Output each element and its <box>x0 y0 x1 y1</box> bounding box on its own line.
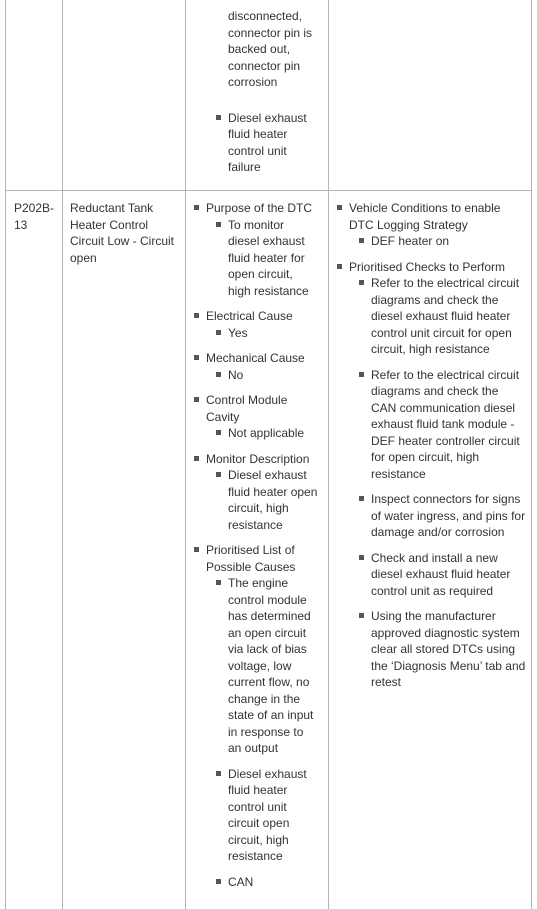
sub-list <box>349 233 527 250</box>
sub-list <box>206 467 318 533</box>
list-item <box>206 350 318 383</box>
sub-list-item-label: Check and install a new diesel exhaust fluid heater control unit as required <box>371 550 511 598</box>
bullet-icon <box>194 456 199 461</box>
sub-list-item-label: Using the manufacturer approved diagnostic system clear all stored DTCs using the ‘Diagnosis Menu’ tab and retest <box>371 609 526 689</box>
sub-list-item <box>228 8 318 91</box>
sub-list-item <box>228 217 318 300</box>
sub-list-item-label: CAN <box>228 874 254 889</box>
sub-list-item-label: DEF heater on <box>371 234 450 248</box>
table-border-col1 <box>62 0 63 909</box>
bullet-icon <box>359 613 364 618</box>
sub-list-item-label: Inspect connectors for signs of water ingress, and pins for damage and/or corrosion <box>371 492 526 539</box>
list-item <box>349 200 527 250</box>
sub-list-item <box>228 575 318 757</box>
prev-row-cell <box>206 8 318 195</box>
bullet-icon <box>194 547 199 552</box>
sub-list-item <box>228 766 318 865</box>
dtc-actions-cell <box>349 200 527 700</box>
bullet-icon <box>216 222 221 227</box>
list-item <box>206 308 318 341</box>
sub-list-item <box>371 233 527 250</box>
bullet-icon <box>194 355 199 360</box>
bullet-icon <box>216 430 221 435</box>
sub-list-item <box>371 491 527 541</box>
dtc-actions-list <box>349 200 527 691</box>
list-item-label: Prioritised Checks to Perform <box>349 259 506 274</box>
bullet-icon <box>337 264 342 269</box>
bullet-icon <box>216 115 221 120</box>
list-item-label: Purpose of the DTC <box>206 201 313 215</box>
sub-list-item-label: To monitor diesel exhaust fluid heater for open circuit, high resistance <box>228 217 309 298</box>
dtc-description: Reductant Tank Heater Control Circuit Low - Circuit open <box>70 201 175 265</box>
table-border-col2 <box>185 0 186 909</box>
sub-list-item-label: Yes <box>228 325 248 340</box>
list-item-label: Control Module Cavity <box>206 393 288 424</box>
bullet-icon <box>359 555 364 560</box>
sub-list-item <box>228 874 318 891</box>
sub-list-item <box>228 467 318 533</box>
sub-list-item-label: Refer to the electrical circuit diagrams and check the CAN communication diesel exhaust fluid tank module - DEF heater controller circuit for open circuit, high resistance <box>371 367 520 481</box>
sub-list-item <box>371 275 527 358</box>
bullet-icon <box>216 580 221 585</box>
bullet-icon <box>194 397 199 402</box>
sub-list-item-label: No <box>228 367 244 382</box>
bullet-icon <box>216 879 221 884</box>
sub-list-item-label: Diesel exhaust fluid heater control unit circuit open circuit, high resistance <box>228 766 307 863</box>
sub-list <box>206 367 318 384</box>
list-item-label: Monitor Description <box>206 451 310 466</box>
sub-list-item-label: Diesel exhaust fluid heater open circuit, high resistance <box>228 468 318 532</box>
sub-list-item <box>371 550 527 600</box>
bullet-icon <box>359 496 364 501</box>
list-item-label: Mechanical Cause <box>206 351 305 365</box>
bullet-icon <box>359 238 364 243</box>
bullet-icon <box>216 372 221 377</box>
list-item-label: Prioritised List of Possible Causes <box>206 543 296 574</box>
list-item <box>349 259 527 691</box>
list-item <box>206 392 318 442</box>
table-border-col3 <box>328 0 329 909</box>
bullet-icon <box>194 205 199 210</box>
table-border-left <box>5 0 6 909</box>
list-item-label: Electrical Cause <box>206 309 293 323</box>
bullet-icon <box>359 372 364 377</box>
bullet-icon <box>337 205 342 210</box>
sub-list-item-label: disconnected, connector pin is backed out, connector pin corrosion <box>228 9 313 89</box>
sub-list-item-label: Not applicable <box>228 426 305 440</box>
list-item-label: Vehicle Conditions to enable DTC Logging Strategy <box>349 201 501 232</box>
sub-list-item <box>371 608 527 691</box>
list-item <box>206 200 318 299</box>
table-border-right <box>531 0 532 909</box>
sub-list-item <box>228 110 318 176</box>
dtc-code: P202B-13 <box>14 201 55 232</box>
sub-list <box>206 325 318 342</box>
sub-list-item <box>228 325 318 342</box>
list-item <box>206 451 318 534</box>
bullet-icon <box>194 313 199 318</box>
sub-list-item-label: The engine control module has determined an open circuit via lack of bias voltage, low current flow, no change in the state of an input in response to an output <box>228 576 314 755</box>
sub-list-item <box>228 425 318 442</box>
sub-list <box>206 217 318 300</box>
list-item <box>206 542 318 890</box>
sub-list-item-label: Refer to the electrical circuit diagrams and check the diesel exhaust fluid heater control unit circuit for open circuit, high resistance <box>371 276 520 356</box>
dtc-details-cell <box>206 200 318 899</box>
sub-list-item-label: Diesel exhaust fluid heater control unit failure <box>228 110 307 174</box>
sub-list <box>349 275 527 691</box>
prev-row-list <box>206 8 318 176</box>
sub-list <box>206 575 318 890</box>
bullet-icon <box>359 280 364 285</box>
bullet-icon <box>216 330 221 335</box>
sub-list <box>206 425 318 442</box>
sub-list-item <box>228 367 318 384</box>
dtc-details-list <box>206 200 318 890</box>
bullet-icon <box>216 472 221 477</box>
bullet-icon <box>216 771 221 776</box>
sub-list-item <box>371 367 527 483</box>
